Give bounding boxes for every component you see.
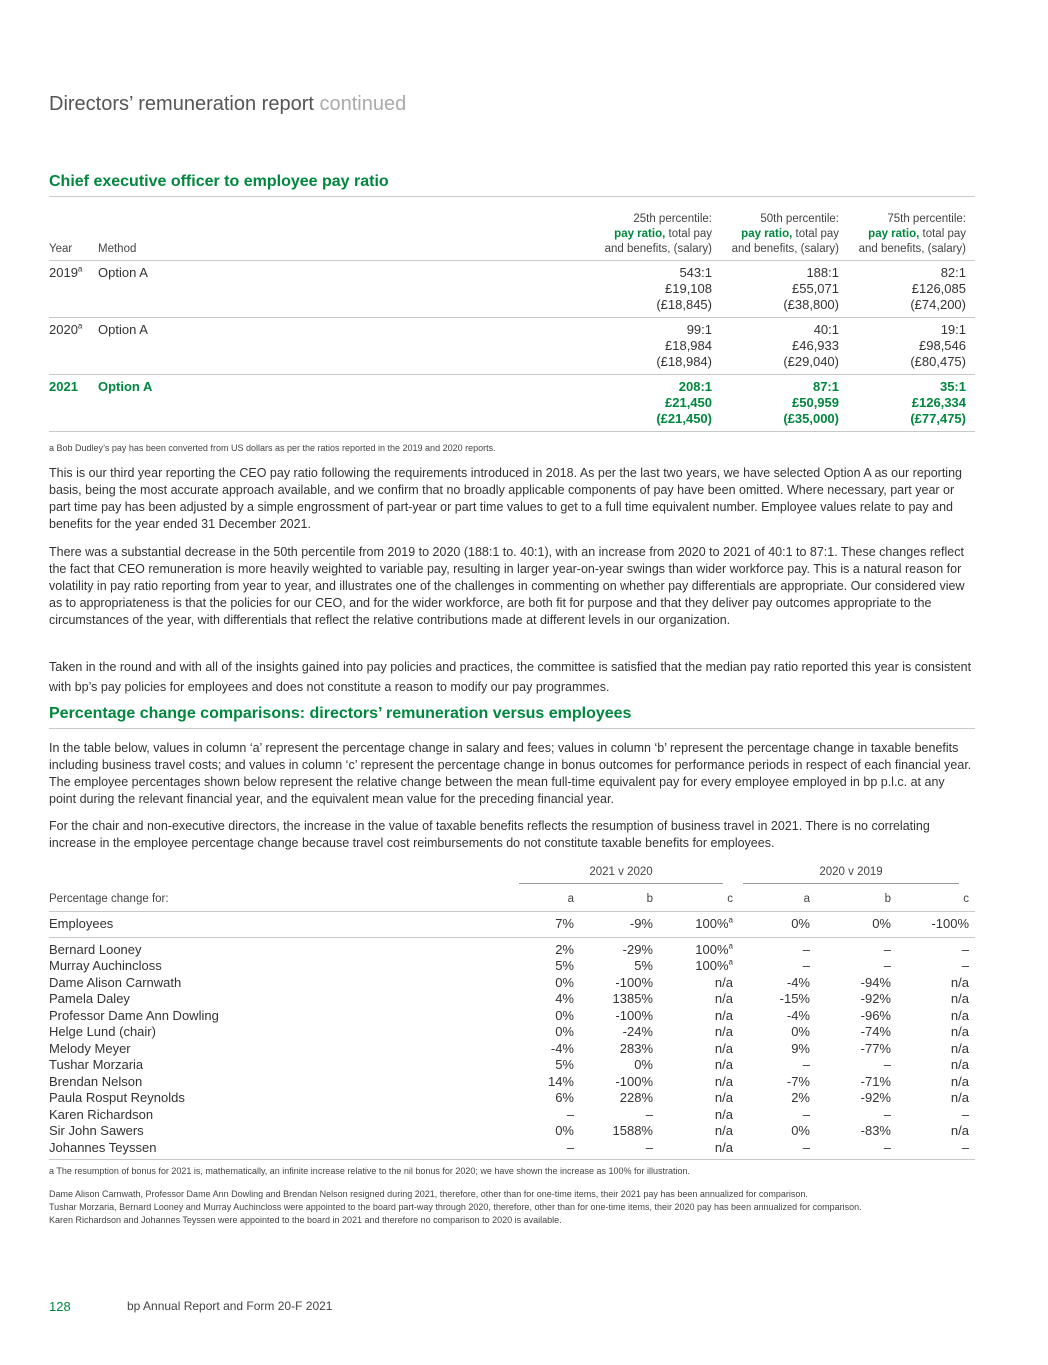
p50-cell: 188:1 £55,071 (£38,800) xyxy=(783,265,839,312)
p75-cell: 35:1 £126,334 (£77,475) xyxy=(910,379,966,426)
value-cell: 1385% xyxy=(612,991,653,1006)
person-name: Bernard Looney xyxy=(49,941,142,957)
value-cell: -77% xyxy=(860,1040,891,1056)
value-cell: 0% xyxy=(733,912,810,938)
value-cell: -24% xyxy=(622,1024,653,1039)
value-cell: n/a xyxy=(950,1024,969,1039)
p25-cell: 208:1 £21,450 (£21,450) xyxy=(656,379,712,426)
table-row xyxy=(49,1008,975,1025)
value-cell: -100% xyxy=(615,1007,653,1023)
value-cell: n/a xyxy=(950,1090,969,1105)
page-title: Directors’ remuneration report continued xyxy=(49,93,407,115)
value-cell: -92% xyxy=(860,1090,891,1105)
table-row xyxy=(49,975,975,992)
value-cell: – xyxy=(566,1106,574,1122)
col-method: Method xyxy=(98,243,137,255)
value-cell: – xyxy=(802,941,810,957)
value-cell: 0% xyxy=(791,1024,810,1039)
value-cell: -92% xyxy=(860,991,891,1006)
value-cell: – xyxy=(802,1106,810,1122)
group-2021-v-2020: 2021 v 2020 xyxy=(509,864,733,886)
title-suffix: continued xyxy=(319,93,407,115)
group-2020-v-2019: 2020 v 2019 xyxy=(733,864,969,886)
col-letter: b xyxy=(810,886,891,912)
value-cell: n/a xyxy=(950,1123,969,1138)
value-cell: n/a xyxy=(950,991,969,1006)
person-name: Brendan Nelson xyxy=(49,1073,143,1089)
pct-change-heading: Percentage change comparisons: directors’ remuneration versus employees xyxy=(49,705,975,729)
table-row xyxy=(49,937,975,958)
value-cell: -74% xyxy=(860,1024,891,1039)
table-row xyxy=(49,1090,975,1107)
value-cell: -4% xyxy=(786,974,810,990)
value-cell: n/a xyxy=(714,1090,733,1105)
value-cell: – xyxy=(883,958,891,973)
value-cell: – xyxy=(509,1140,574,1160)
value-cell: 0% xyxy=(555,974,574,990)
p25-cell: 99:1 £18,984 (£18,984) xyxy=(656,322,712,369)
person-name: Helge Lund (chair) xyxy=(49,1024,156,1039)
value-cell: – xyxy=(802,958,810,973)
p50-cell: 40:1 £46,933 (£29,040) xyxy=(783,322,839,369)
page-number: 128 xyxy=(49,1299,71,1314)
value-cell: n/a xyxy=(653,1140,733,1160)
value-cell: 0% xyxy=(555,1123,574,1138)
value-cell: 7% xyxy=(509,912,574,938)
person-name: Professor Dame Ann Dowling xyxy=(49,1007,219,1023)
value-cell: 100%$^a$ xyxy=(653,912,733,938)
value-cell: n/a xyxy=(950,1057,969,1072)
value-cell: -100% xyxy=(615,1073,653,1089)
col-letter: a xyxy=(733,886,810,912)
p25-cell: 543:1 £19,108 (£18,845) xyxy=(656,265,712,312)
value-cell: – xyxy=(961,958,969,973)
col-p50: 50th percentile: pay ratio, total pay and benefits, (salary) xyxy=(731,213,839,255)
table-row xyxy=(49,1123,975,1140)
col-year: Year xyxy=(49,243,73,255)
value-cell: -7% xyxy=(786,1073,810,1089)
value-cell: n/a xyxy=(714,1040,733,1056)
value-cell: -83% xyxy=(860,1123,891,1138)
pct-change-table xyxy=(49,864,975,1160)
value-cell: 0% xyxy=(634,1057,653,1072)
year-cell: 2020$^a$ xyxy=(49,321,83,337)
value-cell: – xyxy=(883,941,891,957)
value-cell: n/a xyxy=(714,1123,733,1138)
value-cell: 2% xyxy=(555,941,574,957)
paragraph: For the chair and non-executive directors, the increase in the value of taxable benefits reflects the resumption of business travel in 2021. There is no correlating increase in the employee percentage change because travel cost reimbursements do not constitute taxable benefits for employees. xyxy=(49,819,930,850)
table-row xyxy=(49,1024,975,1041)
value-cell: – xyxy=(883,1057,891,1072)
value-cell: 5% xyxy=(555,958,574,973)
value-cell: n/a xyxy=(950,1040,969,1056)
method-cell: Option A xyxy=(98,322,148,337)
person-name: Dame Alison Carnwath xyxy=(49,974,182,990)
value-cell: -96% xyxy=(860,1007,891,1023)
value-cell: -4% xyxy=(786,1007,810,1023)
value-cell: 0% xyxy=(791,1123,810,1138)
value-cell: – xyxy=(891,1140,969,1160)
person-name: Pamela Daley xyxy=(49,991,130,1006)
value-cell: n/a xyxy=(714,991,733,1006)
value-cell: -4% xyxy=(550,1040,574,1056)
value-cell: – xyxy=(883,1106,891,1122)
paragraph: Taken in the round and with all of the insights gained into pay policies and practices, the committee is satisfied that the median pay ratio reported this year is consistent with bp’s pay policies for employees and does not constitute a reason to modify our pay programmes. xyxy=(49,660,972,694)
value-cell: 0% xyxy=(555,1007,574,1023)
pay-ratio-row xyxy=(49,318,975,375)
value-cell: – xyxy=(961,1106,969,1122)
value-cell: 1588% xyxy=(612,1123,653,1138)
value-cell: n/a xyxy=(950,1007,969,1023)
value-cell: 6% xyxy=(555,1090,574,1105)
value-cell: n/a xyxy=(714,1073,733,1089)
table-row xyxy=(49,991,975,1008)
person-name: Tushar Morzaria xyxy=(49,1057,144,1072)
value-cell: -15% xyxy=(779,991,810,1006)
col-letter: c xyxy=(891,886,969,912)
value-cell: 228% xyxy=(619,1090,653,1105)
col-letter: a xyxy=(509,886,574,912)
table-row xyxy=(49,1074,975,1091)
person-name: Paula Rosput Reynolds xyxy=(49,1090,185,1105)
value-cell: – xyxy=(574,1140,653,1160)
table-row xyxy=(49,1107,975,1124)
value-cell: -71% xyxy=(860,1073,891,1089)
paragraph: In the table below, values in column ‘a’ represent the percentage change in salary and fees; values in column ‘b’ represent the percentage change in taxable benefits including business travel costs; and values in column ‘c’ represent the percentage change in bonus outcomes for performance periods in respect of each financial year. The employee percentages shown below represent the relative change between the mean full-time equivalent pay for every employee employed in bp p.l.c. at any point during the relevant financial year, and the equivalent mean value for the preceding financial year. xyxy=(49,741,972,806)
value-cell: 4% xyxy=(555,991,574,1006)
col-letter: c xyxy=(653,886,733,912)
value-cell: 9% xyxy=(791,1040,810,1056)
table-row xyxy=(49,1041,975,1058)
value-cell: n/a xyxy=(714,1057,733,1072)
year-cell: 2019$^a$ xyxy=(49,264,83,280)
value-cell: n/a xyxy=(950,974,969,990)
col-p75: 75th percentile: pay ratio, total pay and benefits, (salary) xyxy=(858,213,966,255)
table-row xyxy=(49,1140,975,1160)
person-name: Murray Auchincloss xyxy=(49,958,162,973)
value-cell: – xyxy=(733,1140,810,1160)
report-name: bp Annual Report and Form 20-F 2021 xyxy=(127,1299,333,1313)
table-row xyxy=(49,958,975,975)
value-cell: -9% xyxy=(574,912,653,938)
value-cell: – xyxy=(961,941,969,957)
value-cell: -94% xyxy=(860,974,891,990)
p50-cell: 87:1 £50,959 (£35,000) xyxy=(783,379,839,426)
method-cell: Option A xyxy=(98,379,153,394)
col-p25: 25th percentile: pay ratio, total pay and benefits, (salary) xyxy=(604,213,712,255)
person-name: Karen Richardson xyxy=(49,1106,154,1122)
value-cell: – xyxy=(645,1106,653,1122)
value-cell: n/a xyxy=(714,1024,733,1039)
pay-ratio-footnote: a Bob Dudley’s pay has been converted from US dollars as per the ratios reported in the 2019 and 2020 reports. xyxy=(49,443,496,453)
p75-cell: 82:1 £126,085 (£74,200) xyxy=(910,265,966,312)
value-cell: -100% xyxy=(615,974,653,990)
value-cell: n/a xyxy=(950,1073,969,1089)
value-cell: 5% xyxy=(634,958,653,973)
paragraph: There was a substantial decrease in the 50th percentile from 2019 to 2020 (188:1 to. 40:1), with an increase from 2020 to 2021 of 40:1 to 87:1. These changes reflect the fact that CEO remuneration is more heavily weighted to variable pay, resulting in larger year-on-year swings than wider workforce pay. This is a natural reason for volatility in pay ratio reporting from year to year, and illustrates one of the challenges in commenting on whether pay differentials are appropriate. Our considered view as to appropriateness is that the policies for our CEO, and for the wider workforce, are both fit for purpose and that they deliver pay outcomes appropriate to the circumstances of the year, with differentials that reflect the relative contributions made at different levels in our organization. xyxy=(49,545,965,627)
pay-ratio-table xyxy=(49,212,975,432)
table-row xyxy=(49,912,975,938)
value-cell: -100% xyxy=(891,912,969,938)
p75-cell: 19:1 £98,546 (£80,475) xyxy=(910,322,966,369)
value-cell: 2% xyxy=(791,1090,810,1105)
pay-ratio-header-row xyxy=(49,212,975,261)
year-cell: 2021 xyxy=(49,379,78,394)
pct-change-footnote: a The resumption of bonus for 2021 is, mathematically, an infinite increase relative to the nil bonus for 2020; we have shown the increase as 100% for illustration. xyxy=(49,1166,691,1176)
person-name: Johannes Teyssen xyxy=(49,1140,509,1160)
value-cell: 0% xyxy=(555,1024,574,1039)
value-cell: -29% xyxy=(622,941,653,957)
value-cell: n/a xyxy=(714,1007,733,1023)
pay-ratio-row xyxy=(49,261,975,318)
value-cell: 14% xyxy=(547,1073,574,1089)
person-name: Sir John Sawers xyxy=(49,1123,144,1138)
value-cell: n/a xyxy=(714,974,733,990)
table-row xyxy=(49,1057,975,1074)
person-name: Employees xyxy=(49,912,509,938)
value-cell: 0% xyxy=(810,912,891,938)
col-letter: b xyxy=(574,886,653,912)
value-cell: – xyxy=(810,1140,891,1160)
value-cell: – xyxy=(802,1057,810,1072)
pay-ratio-row xyxy=(49,375,975,432)
value-cell: 100%$^a$ xyxy=(695,941,733,957)
method-cell: Option A xyxy=(98,265,148,280)
value-cell: 283% xyxy=(619,1040,653,1056)
value-cell: 5% xyxy=(555,1057,574,1072)
appointment-notes: Dame Alison Carnwath, Professor Dame Ann Dowling and Brendan Nelson resigned during 2021, therefore, other than for one-time items, their 2021 pay has been annualized for comparison. Tushar Morzaria, Bernard Looney and Murray Auchincloss were appointed to the board part-way through 2020, therefore, other than for one-time items, their 2020 pay has been annualized for comparison. Karen Richardson and Johannes Teyssen were appointed to the board in 2021 and therefore no comparison to 2020 is available. xyxy=(49,1189,862,1225)
pay-ratio-heading: Chief executive officer to employee pay ratio xyxy=(49,173,975,197)
value-cell: n/a xyxy=(714,1106,733,1122)
value-cell: 100%$^a$ xyxy=(695,957,733,973)
person-name: Melody Meyer xyxy=(49,1040,131,1056)
row-header-label: Percentage change for: xyxy=(49,886,509,912)
paragraph: This is our third year reporting the CEO pay ratio following the requirements introduced in 2018. As per the last two years, we have selected Option A as our reporting basis, being the most accurate approach available, and we confirm that no broadly applicable components of pay have been omitted. Where necessary, part year or part time pay has been adjusted by a simple engrossment of part-year or part time values to get to a full time equivalent number. Employee values relate to pay and benefits for the year ended 31 December 2021. xyxy=(49,466,962,531)
